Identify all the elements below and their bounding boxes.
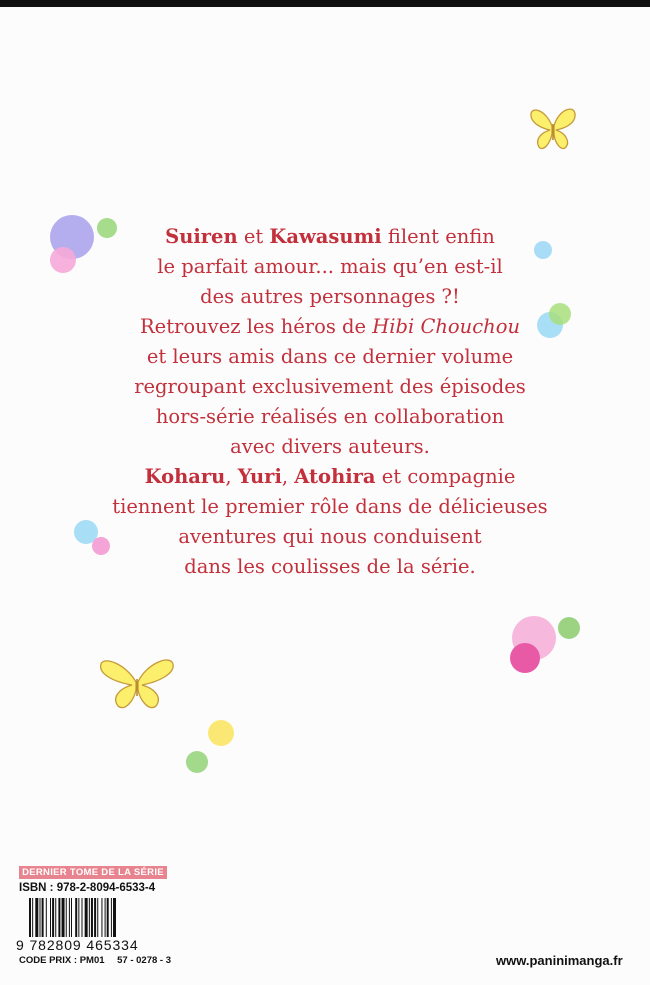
price-code-row <box>19 955 171 966</box>
character-name: Suiren <box>165 225 238 248</box>
barcode-bar <box>69 898 70 938</box>
top-edge-band <box>0 0 650 7</box>
barcode-bar <box>42 898 44 938</box>
barcode-bar <box>46 898 47 938</box>
barcode-bar <box>85 898 88 938</box>
dot-green-small <box>558 617 580 639</box>
isbn-text: ISBN : 978-2-8094-6533-4 <box>19 882 156 894</box>
dot-green-bottom <box>186 751 208 773</box>
blurb-line: le parfait amour... mais qu’en est-il <box>157 255 503 278</box>
barcode-bar <box>52 898 54 938</box>
character-name: Kawasumi <box>269 225 382 248</box>
barcode-bar <box>105 898 106 938</box>
blurb-line: hors-série réalisés en collaboration <box>155 405 505 428</box>
barcode-bar <box>66 898 67 938</box>
barcode-bar <box>113 898 116 938</box>
blurb-line: dans les coulisses de la série. <box>184 555 476 578</box>
blurb-fragment: Retrouvez les héros de <box>140 315 373 338</box>
barcode-bar <box>75 898 77 938</box>
barcode-bar <box>35 898 38 938</box>
barcode-bar <box>40 898 41 938</box>
blurb-line: des autres personnages ?! <box>200 285 460 308</box>
character-name: Yuri <box>237 465 282 488</box>
back-cover-blurb <box>60 222 600 582</box>
barcode-bar <box>62 898 65 938</box>
barcode-bar <box>50 898 51 938</box>
blurb-fragment: filent enfin <box>381 225 495 248</box>
barcode-bar <box>32 898 33 938</box>
barcode-bar <box>107 898 109 938</box>
barcode-bar <box>91 898 93 938</box>
last-volume-label: DERNIER TOME DE LA SÉRIE <box>19 866 167 879</box>
barcode-bar <box>71 898 72 938</box>
butterfly-icon <box>526 100 580 156</box>
butterfly-icon <box>98 652 176 714</box>
barcode-bar <box>78 898 79 938</box>
blurb-line: tiennent le premier rôle dans de délicieuses <box>112 495 548 518</box>
barcode-bar <box>58 898 60 938</box>
barcode-bar <box>82 898 83 938</box>
blurb-line: et leurs amis dans ce dernier volume <box>146 345 514 368</box>
blurb-line <box>60 222 600 252</box>
price-code: CODE PRIX : PM01 <box>19 955 105 966</box>
barcode-bar <box>97 898 98 938</box>
blurb-line: regroupant exclusivement des épisodes <box>134 375 526 398</box>
blurb-fragment: et compagnie <box>375 465 516 488</box>
barcode-bar <box>94 898 96 938</box>
series-title: Hibi Chouchou <box>372 315 520 338</box>
barcode-digits: 9 782809 465334 <box>16 937 172 953</box>
character-name: Atohira <box>294 465 376 488</box>
barcode-bar <box>29 898 31 938</box>
reference-number: 57 - 0278 - 3 <box>117 955 171 966</box>
blurb-line <box>60 312 600 342</box>
blurb-fragment: , <box>281 465 295 488</box>
blurb-line <box>60 462 600 492</box>
publisher-website: www.paninimanga.fr <box>496 953 623 968</box>
blurb-line: avec divers auteurs. <box>230 435 430 458</box>
character-name: Koharu <box>144 465 226 488</box>
barcode-bar <box>101 898 102 938</box>
barcode-bar <box>111 898 112 938</box>
dot-magenta <box>510 643 540 673</box>
blurb-line: aventures qui nous conduisent <box>178 525 482 548</box>
blurb-fragment: , <box>225 465 238 488</box>
barcode-bar <box>89 898 90 938</box>
dot-yellow <box>208 720 234 746</box>
barcode-bar <box>55 898 56 938</box>
blurb-fragment: et <box>237 225 270 248</box>
